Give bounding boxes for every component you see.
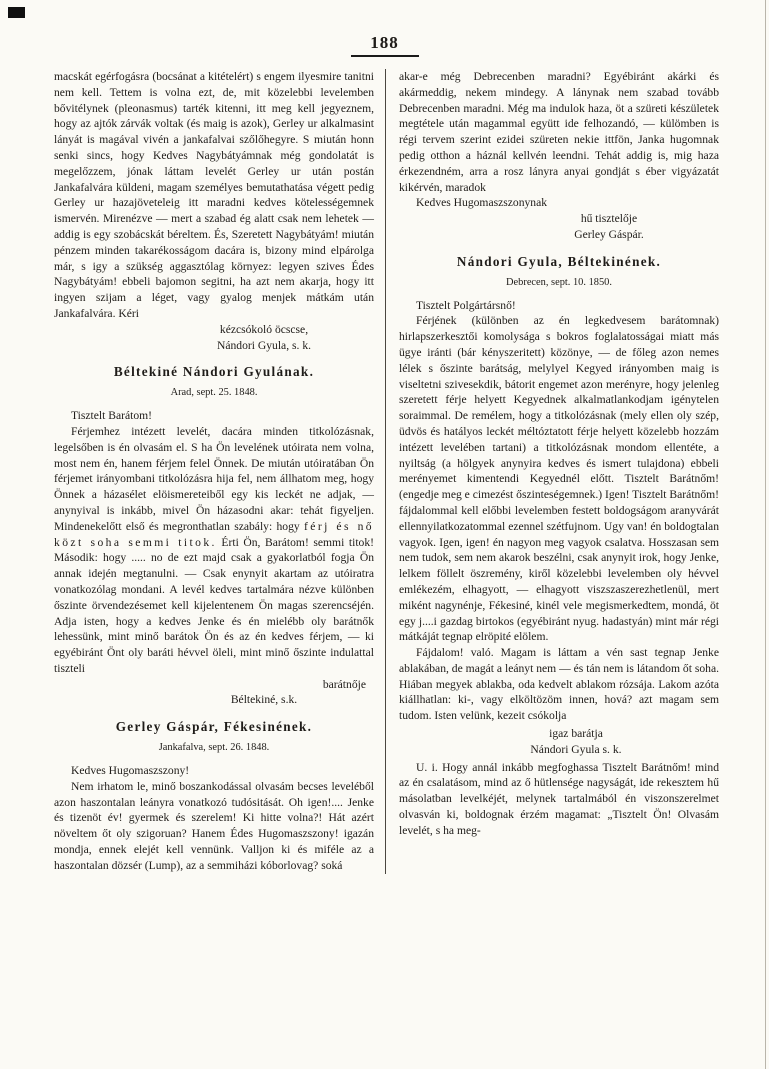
- letter-dateline: Arad, sept. 25. 1848.: [170, 387, 258, 399]
- page-number: 188: [370, 33, 399, 52]
- letter-salutation: Kedves Hugomaszszony!: [71, 764, 190, 778]
- continued-paragraph: akar-e még Debrecenben maradni? Egyébiránt akárki és akármeddig, nekem mindegy. A lánynak nem szabad tovább Debrecenben maradni. Még ma indulok haza, öt a szüreti készületek megtétele után magammal együtt ide felhozandó, — külömben is régi tervem szerint ezidei szüreten nekie ittfön, Janka hugomnak pedig otthon a háznál kellvén leendni. Tehát addig is, mig haza érkezendném, arra a rosz lányra anyai gondját s éber vigyázatát kikérvén, maradok: [399, 70, 719, 194]
- signature-role: barátnője: [322, 677, 366, 691]
- signature-name: Gerley Gáspár.: [574, 227, 644, 241]
- page-header: [0, 0, 769, 57]
- continued-paragraph: macskát egérfogásra (bocsánat a kitételért) s engem ilyesmire tanitni nem kell. Tettem is volna ezt, de, mit közelebbi levelemben bővitélynek (pleonasmus) tarték kitenni, itt meg kell jegyeznem, hogy az ajtók zárvák voltak (és maig is azok), Gerley ur alkalmasint lányát is magával vivén a jankafalvai szőlőhegyre. S miután honn senki sincs, hogy Kedves Nagybátyámnak még gondolatát is megelőzzem, jónak láttam levelét Gerley ur után postán Jankafalvára küldeni, magam személyes bemutathatása végett pedig Gerley ur hazajöveteleig itt maradni kedves kötelességemnek ismervén. Mirenézve — mert a szabad ég alatt csak nem lehetek — addig is egy szobácskát béreltem. És, Szeretett Nagybátyám! miután pénzem minden takarékosságom dacára is, bizony mind elpárolga már, s igy a szükség aggasztólag környez: legyen szives Édes Nagybátyám! ebbeli bajomon segitni, ha azt nem akarja, hogy itt ingyen szijam a léget, vagy gyalog menjek mátkám után Jankafalvára. Kéri: [54, 70, 374, 320]
- scan-edge-line: [765, 0, 766, 1069]
- letter-salutation: Tisztelt Polgártársnő!: [416, 298, 516, 312]
- page-number-rule: [351, 55, 419, 57]
- signature-name: Nándori Gyula, s. k.: [216, 338, 312, 352]
- postscript-paragraph: U. i. Hogy annál inkább megfoghassa Tisztelt Barátnőm! mind az én csalatásom, mind az ő hütlensége nagyságát, ide rekesztem hű másolatban levelkéjét, melynek tartalmából én viszonszerelmet olvasván ki, boldognak érzém magamat: „Tisztelt Ön! Olvasám levelét, s ha meg-: [399, 760, 719, 837]
- letter-salutation: Tisztelt Barátom!: [71, 409, 153, 423]
- letter-heading: Béltekiné Nándori Gyulának.: [113, 364, 315, 380]
- letter-dateline: Jankafalva, sept. 26. 1848.: [158, 742, 270, 754]
- signature-name: Nándori Gyula s. k.: [530, 742, 622, 756]
- letter-body: [54, 424, 374, 677]
- emphasized-text: férj és nő közt soha semmi titok.: [54, 519, 374, 549]
- text-columns: [0, 69, 769, 874]
- signature-name: Béltekiné, s.k.: [230, 693, 298, 707]
- signature-role: kézcsókoló öcscse,: [219, 322, 309, 336]
- scan-ink-mark: [8, 7, 25, 18]
- letter-dateline: Debrecen, sept. 10. 1850.: [506, 276, 612, 288]
- body-text: Férjemhez intézett levelét, dacára minden titkolózásnak, legelsőben is én olvasám el. S ha Ön levelének utóirata nem volna, most nem én, hanem férjem felel Önnek. De miután utóiratában Ön férjemet irányombani titkolózásra hija fel, nem állhatom meg, hogy Önnek a házasélet elöismereteiből egy kis leckét ne adjak, — anynyival is inkább, mivel Ön házasodni akar: tehát figyeljen. Mindenekelőtt első és megronthatlan szabály: hogy: [54, 424, 374, 533]
- left-column: [54, 69, 385, 874]
- signature-address: Kedves Hugomaszszonynak: [416, 196, 548, 210]
- body-text: Érti Ön, Barátom! semmi titok! Második: hogy ..... no de ezt majd csak a gyakorlatból fogja Ön annak idején megtanulni. — Csak enynyit akartam az utóiratra vonatkozólag mondani. A levél kedves tartalmára nézve különben őszinte örvendezésemet kell kijelentenem Ön magas szerencséjén. Adja isten, hogy a kedves Jenke és én mielébb oly barátnők lehessünk, mint minő barátok Ön és az én kedves férjem, — ki egyébiránt Önt oly baráti hévvel öleli, mint minő őszinte indulattal tiszteli: [54, 535, 374, 675]
- letter-body: Fájdalom! való. Magam is láttam a vén sast tegnap Jenke ablakában, de magát a leányt nem — és tán nem is látandom őt soha. Hiában megyek ablakba, oda kedvelt ablakom rózsája. Lakom azóta kiállhatlan: ki-, vagy elköltözöm innen, hová? azt magam sem tudom. Isten velünk, kezeit csókolja: [399, 646, 719, 723]
- signature-role: igaz barátja: [549, 727, 603, 741]
- letter-heading: Gerley Gáspár, Fékesinének.: [115, 719, 313, 735]
- right-column: [386, 69, 719, 874]
- letter-heading: Nándori Gyula, Béltekinének.: [456, 253, 662, 269]
- signature-role: hű tisztelője: [580, 212, 638, 226]
- letter-body: Nem irhatom le, minő boszankodással olvasám becses leveléből azon haszontalan leányra vonatkozó tudósitását. Oh igen!.... Jenke és tizenöt év! gyermek és szerelem! Ki hitte volna?! Hát azért növeltem őt oly szigoruan? Hanem Édes Hugomaszszony! igazán mondja, ennek elejét kell vennünk. Valljon ki és miféle az a haszontalan dözsér (Lump), az a semmiházi kóborlovag? soká: [54, 779, 374, 872]
- letter-body: Férjének (különben az én legkedvesem barátomnak) hirlapszerkesztői komolysága s bokros foglalatosságai miatt más ügye iránti (bár kényszeritett) közönye, — de főleg azon nemes lélek s őszinte barátság, melylyel Kegyed irányomben maig is viseltetni szivesekdik, bátorit engemet azon merényre, hogy jelenleg szeretett férje helyett Kegyednek alkalmatlankodjam igénytelen soraimmal. De remélem, hogy a titkolózásnak (mely ellen oly szép, üdvös és hatályos leckét méltóztatott férje helyett közelebb hozzám intézett levelében tartani) a titkolózásnak mondom ellentéte, a nyiltság (a hölgyek anynyira kedves és ismert tulajdona) ebbeli merényemet kimentendi Kegyednél előtt. Tisztelt Barátnőm! (engedje meg e cimezést őszinteségemnek.) Igen! Tisztelt Barátnőm! fájdalommal kell előbbi levelemben festett boldogságom aranyvárát ellennyilatkozatommal ezennel szétfujnom. Ugy van! én boldogtalan vagyok. Igen, igen! én nagyon meg vagyok csalatva. Hosszasan sem nem tudok, sem nem akarok beszélni, csak anynyit irok, hogy Jenke, lelkem föllelt öszremény, kiről közelebbi levelemben oly hévvel emlékezém, elhagyott, — elhagyott viszszaszerezhetlenül, mert miként nagynénje, Fékesiné, kinél vele megismerkedtem, mondá, öt egy j....i gazdag birtokos (egyébiránt nyug. hadastyán) mint már régi mátkáját tegnap elröpité elölem.: [399, 314, 720, 644]
